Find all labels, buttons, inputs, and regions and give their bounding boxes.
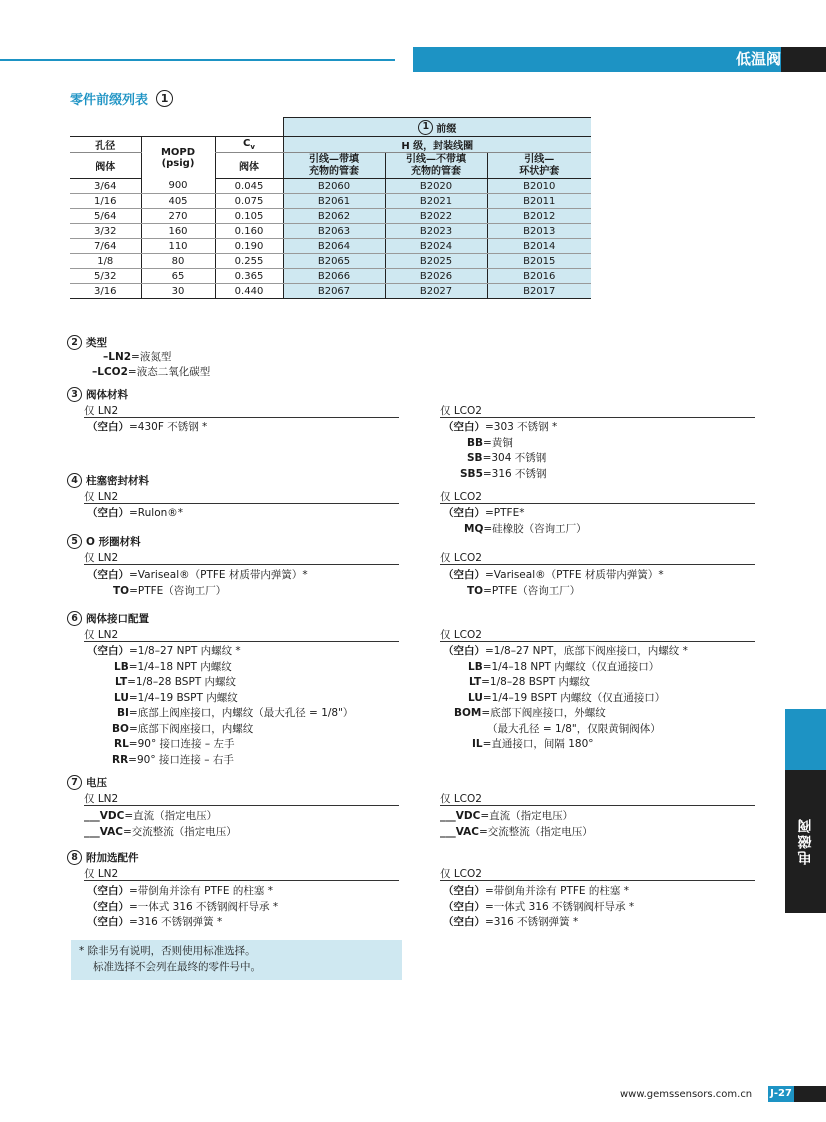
s3-title: 阀体材料 — [86, 389, 128, 401]
col-c — [487, 153, 591, 179]
s8-r2-code: （空白） — [443, 900, 485, 913]
s6-left-sub: 仅 LN2 — [84, 629, 119, 641]
s6-right-options — [443, 644, 688, 753]
side-tab-accent — [785, 709, 826, 770]
cell-cv: 0.190 — [215, 239, 283, 254]
s7-left-rule — [84, 805, 399, 806]
s5-left-options — [87, 568, 308, 599]
s5-r1-text: =Variseal®（PTFE 材质带内弹簧）* — [485, 569, 664, 581]
cell-cv: 0.045 — [215, 179, 283, 194]
s8-l3-code: （空白） — [87, 916, 129, 928]
s7-l2-code: ___VAC — [84, 825, 123, 838]
col-b — [385, 153, 487, 179]
cell-prefix-a: B2062 — [283, 209, 385, 224]
s4-l1-text: =Rulon®* — [129, 507, 184, 519]
s3-r4-code: SB5 — [460, 467, 483, 480]
cell-hole: 3/32 — [70, 224, 141, 239]
s3-l1-text: =430F 不锈钢 * — [129, 421, 208, 433]
s6-right-sub: 仅 LCO2 — [440, 629, 482, 641]
col-hole: 孔径 — [70, 137, 141, 153]
s6-r4-text: =1/4–19 BSPT 内螺纹（仅直通接口） — [482, 691, 666, 704]
cell-prefix-c: B2014 — [487, 239, 591, 254]
s6-number: 6 — [67, 611, 82, 626]
cell-cv: 0.105 — [215, 209, 283, 224]
s7-r1-code: ___VDC — [440, 810, 481, 822]
s5-r1-code: （空白） — [443, 569, 485, 581]
s2-number: 2 — [67, 335, 82, 350]
cell-prefix-c: B2010 — [487, 179, 591, 194]
col-cv-sub: v — [250, 143, 255, 151]
col-b-l2: 充物的管套 — [411, 165, 461, 177]
section-title — [70, 89, 173, 108]
col-mopd-unit: (psig) — [161, 157, 195, 169]
s5-right-sub: 仅 LCO2 — [440, 552, 482, 564]
table-row — [70, 284, 591, 299]
s3-r2-code: BB — [467, 436, 484, 449]
s7-l1-code: ___VDC — [84, 810, 125, 822]
footnote-line2: 标准选择不会列在最终的零件号中。 — [93, 961, 261, 973]
header-rule — [0, 59, 395, 61]
col-cv — [215, 137, 283, 153]
s6-l6-text: =底部下阀座接口，内螺纹 — [128, 722, 254, 735]
s5-r2-code: TO — [467, 584, 484, 597]
s5-right-options — [443, 568, 664, 599]
s5-l1-text: =Variseal®（PTFE 材质带内弹簧）* — [129, 569, 308, 581]
table-row — [70, 194, 591, 209]
s3-r3-code: SB — [467, 452, 483, 464]
s6-r5-text: =底部下阀座接口，外螺纹 — [481, 707, 606, 719]
cell-prefix-c: B2011 — [487, 194, 591, 209]
table-row — [70, 209, 591, 224]
group-label: 前缀 — [436, 123, 457, 135]
s7-left-sub: 仅 LN2 — [84, 793, 119, 805]
s7-r1-text: =直流（指定电压） — [480, 810, 574, 822]
s6-title: 阀体接口配置 — [86, 613, 149, 625]
s6-l4-code: LU — [114, 691, 129, 704]
cell-prefix-a: B2066 — [283, 269, 385, 284]
s6-left-options — [87, 644, 353, 768]
section-body-material — [67, 387, 128, 402]
s7-right-options — [440, 809, 593, 840]
cell-prefix-b: B2027 — [385, 284, 487, 299]
section-port-config — [67, 611, 149, 626]
cell-prefix-c: B2012 — [487, 209, 591, 224]
cell-prefix-b: B2026 — [385, 269, 487, 284]
s2-o2-text: =液态二氧化碳型 — [127, 365, 211, 378]
s7-l2-text: =交流整流（指定电压） — [123, 825, 237, 838]
s6-l8-text: =90° 接口连接 – 右手 — [128, 753, 234, 766]
group-number: 1 — [418, 120, 433, 135]
col-hole-sub: 阀体 — [70, 153, 141, 179]
col-cv-label: C — [243, 138, 251, 149]
cell-hole: 3/64 — [70, 179, 141, 194]
cell-prefix-a: B2064 — [283, 239, 385, 254]
cell-prefix-c: B2017 — [487, 284, 591, 299]
s7-r2-code: ___VAC — [440, 825, 479, 838]
s4-r1-text: =PTFE* — [485, 507, 525, 519]
s6-r1-code: （空白） — [443, 645, 485, 657]
table-row — [70, 239, 591, 254]
section-title-text: 零件前缀列表 — [70, 93, 149, 108]
s6-l5-text: =底部上阀座接口，内螺纹（最大孔径 = 1/8"） — [128, 707, 354, 719]
cell-prefix-c: B2015 — [487, 254, 591, 269]
s8-l1-text: =带倒角并涂有 PTFE 的柱塞 * — [129, 885, 273, 897]
cell-prefix-a: B2067 — [283, 284, 385, 299]
s8-left-sub: 仅 LN2 — [84, 868, 119, 880]
s7-right-sub: 仅 LCO2 — [440, 793, 482, 805]
s5-left-sub: 仅 LN2 — [84, 552, 119, 564]
s3-right-sub: 仅 LCO2 — [440, 405, 482, 417]
footer-url: www.gemssensors.com.cn — [620, 1089, 753, 1100]
s8-r3-text: =316 不锈钢弹簧 * — [485, 916, 579, 928]
col-mopd-label: MOPD — [160, 146, 196, 158]
cell-cv: 0.160 — [215, 224, 283, 239]
section-options — [67, 850, 139, 865]
cell-mopd: 270 — [141, 209, 215, 224]
cell-cv: 0.075 — [215, 194, 283, 209]
s8-left-rule — [84, 880, 399, 881]
s4-title: 柱塞密封材料 — [86, 475, 149, 487]
cell-hole: 3/16 — [70, 284, 141, 299]
s4-r2-text: =硅橡胶（咨询工厂） — [483, 522, 587, 535]
s5-l2-text: =PTFE（咨询工厂） — [129, 584, 227, 597]
s8-l2-code: （空白） — [87, 900, 129, 913]
s6-r6-text: （最大孔径 = 1/8"，仅限黄铜阀体） — [487, 722, 661, 735]
s8-title: 附加选配件 — [86, 852, 139, 864]
cell-cv: 0.440 — [215, 284, 283, 299]
s8-r2-text: =一体式 316 不锈钢阀杆导承 * — [485, 900, 635, 913]
cell-prefix-a: B2065 — [283, 254, 385, 269]
s8-r1-code: （空白） — [443, 885, 485, 897]
s3-left-options — [87, 420, 207, 436]
s8-number: 8 — [67, 850, 82, 865]
cell-prefix-a: B2061 — [283, 194, 385, 209]
cell-prefix-b: B2022 — [385, 209, 487, 224]
subgroup-label: H 级，封装线圈 — [283, 137, 591, 153]
s3-right-rule — [440, 417, 755, 418]
col-mopd — [141, 137, 215, 179]
s7-l1-text: =直流（指定电压） — [124, 810, 218, 822]
s6-r4-code: LU — [468, 691, 483, 704]
s4-left-rule — [84, 503, 399, 504]
cell-mopd: 110 — [141, 239, 215, 254]
s6-r2-text: =1/4–18 NPT 内螺纹（仅直通接口） — [482, 660, 660, 673]
col-cv-sub2: 阀体 — [215, 153, 283, 179]
cell-mopd: 160 — [141, 224, 215, 239]
s3-r1-text: =303 不锈钢 * — [485, 421, 558, 433]
s3-left-sub: 仅 LN2 — [84, 405, 119, 417]
section-type — [67, 335, 210, 380]
s3-left-rule — [84, 417, 399, 418]
table-row — [70, 269, 591, 284]
cell-prefix-b: B2020 — [385, 179, 487, 194]
cell-hole: 1/8 — [70, 254, 141, 269]
s8-left-options — [87, 884, 278, 931]
s4-r1-code: （空白） — [443, 507, 485, 519]
s6-r3-text: =1/8–28 BSPT 内螺纹 — [481, 676, 591, 688]
s6-r2-code: LB — [468, 660, 483, 673]
prefix-table — [70, 117, 591, 299]
s6-r5-code: BOM — [454, 707, 482, 719]
s7-title: 电压 — [86, 777, 107, 789]
table-row — [70, 179, 591, 194]
s8-right-sub: 仅 LCO2 — [440, 868, 482, 880]
section-number: 1 — [156, 90, 173, 107]
s5-title: O 形圈材料 — [86, 536, 141, 548]
cell-prefix-a: B2060 — [283, 179, 385, 194]
s6-l6-code: BO — [112, 722, 129, 735]
cell-hole: 5/32 — [70, 269, 141, 284]
s3-number: 3 — [67, 387, 82, 402]
s8-r3-code: （空白） — [443, 916, 485, 928]
s8-r1-text: =带倒角并涂有 PTFE 的柱塞 * — [485, 885, 629, 897]
s6-r7-text: =直通接口，间隔 180° — [482, 738, 594, 750]
table-row — [70, 224, 591, 239]
cell-hole: 5/64 — [70, 209, 141, 224]
col-a-l1: 引线—带填 — [309, 153, 359, 165]
s8-l3-text: =316 不锈钢弹簧 * — [129, 916, 223, 928]
s4-left-sub: 仅 LN2 — [84, 491, 119, 503]
s6-l1-code: （空白） — [87, 645, 129, 657]
cell-mopd: 65 — [141, 269, 215, 284]
cell-cv: 0.365 — [215, 269, 283, 284]
s6-l3-text: =1/8–28 BSPT 内螺纹 — [127, 676, 237, 688]
s2-o1-code: –LN2 — [103, 351, 132, 363]
prefix-group-header — [283, 118, 591, 137]
footnote-box — [71, 940, 402, 980]
s6-left-rule — [84, 641, 399, 642]
s6-l2-code: LB — [114, 660, 129, 673]
s8-l1-code: （空白） — [87, 885, 129, 897]
s5-r2-text: =PTFE（咨询工厂） — [483, 584, 581, 597]
side-tab-label: 电磁阀 — [797, 817, 814, 866]
s3-l1-code: （空白） — [87, 421, 129, 433]
s4-left-options — [87, 506, 183, 522]
page-title: 低温阀 — [735, 50, 781, 68]
section-plunger-seal — [67, 473, 149, 488]
page-number: J-27 — [768, 1086, 794, 1102]
cell-mopd: 80 — [141, 254, 215, 269]
cell-prefix-b: B2023 — [385, 224, 487, 239]
cell-prefix-a: B2063 — [283, 224, 385, 239]
col-b-l1: 引线—不带填 — [406, 153, 466, 165]
s3-r3-text: =304 不锈钢 — [482, 452, 547, 464]
cell-prefix-b: B2021 — [385, 194, 487, 209]
s8-l2-text: =一体式 316 不锈钢阀杆导承 * — [129, 900, 279, 913]
s3-right-options — [443, 420, 557, 482]
s5-l1-code: （空白） — [87, 569, 129, 581]
s4-number: 4 — [67, 473, 82, 488]
cell-cv: 0.255 — [215, 254, 283, 269]
s6-r1-text: =1/8–27 NPT，底部下阀座接口，内螺纹 * — [485, 645, 688, 657]
s4-right-options — [443, 506, 587, 537]
cell-mopd: 30 — [141, 284, 215, 299]
s6-l5-code: BI — [117, 707, 129, 719]
cell-mopd: 405 — [141, 194, 215, 209]
footnote-line1: * 除非另有说明，否则使用标准选择。 — [79, 945, 256, 957]
s7-left-options — [84, 809, 237, 840]
s2-o1-text: =液氮型 — [131, 351, 172, 363]
s6-r3-code: LT — [469, 676, 482, 688]
s3-r1-code: （空白） — [443, 421, 485, 433]
col-a-l2: 充物的管套 — [309, 165, 359, 177]
cell-prefix-b: B2024 — [385, 239, 487, 254]
s8-right-options — [443, 884, 634, 931]
s5-number: 5 — [67, 534, 82, 549]
s2-o2-code: –LCO2 — [92, 365, 128, 378]
s6-l1-text: =1/8–27 NPT 内螺纹 * — [129, 645, 241, 657]
s6-l8-code: RR — [112, 753, 129, 766]
cell-hole: 7/64 — [70, 239, 141, 254]
s6-l7-text: =90° 接口连接 – 左手 — [128, 738, 235, 750]
s6-r7-code: IL — [472, 738, 483, 750]
table-row — [70, 254, 591, 269]
s6-l7-code: RL — [114, 738, 129, 750]
s5-right-rule — [440, 564, 755, 565]
s4-r2-code: MQ — [464, 522, 484, 535]
col-c-l2: 环状护套 — [519, 165, 560, 177]
s3-r2-text: =黄铜 — [483, 436, 513, 449]
s6-right-rule — [440, 641, 755, 642]
cell-prefix-c: B2016 — [487, 269, 591, 284]
s6-l4-text: =1/4–19 BSPT 内螺纹 — [128, 691, 238, 704]
section-oring — [67, 534, 141, 549]
s5-l2-code: TO — [113, 584, 130, 597]
section-voltage — [67, 775, 107, 790]
s2-title: 类型 — [86, 337, 107, 349]
s4-right-rule — [440, 503, 755, 504]
s5-left-rule — [84, 564, 399, 565]
s7-right-rule — [440, 805, 755, 806]
s4-right-sub: 仅 LCO2 — [440, 491, 482, 503]
col-c-l1: 引线— — [524, 153, 555, 165]
s8-right-rule — [440, 880, 755, 881]
s6-l2-text: =1/4–18 NPT 内螺纹 — [128, 660, 232, 673]
s7-number: 7 — [67, 775, 82, 790]
s3-r4-text: =316 不锈钢 — [482, 467, 547, 480]
footer-bar — [794, 1086, 826, 1102]
cell-prefix-c: B2013 — [487, 224, 591, 239]
cell-hole: 1/16 — [70, 194, 141, 209]
col-a — [283, 153, 385, 179]
cell-mopd: 900 — [141, 179, 215, 194]
s4-l1-code: （空白） — [87, 507, 129, 519]
s7-r2-text: =交流整流（指定电压） — [479, 825, 593, 838]
cell-prefix-b: B2025 — [385, 254, 487, 269]
s6-l3-code: LT — [115, 676, 128, 688]
